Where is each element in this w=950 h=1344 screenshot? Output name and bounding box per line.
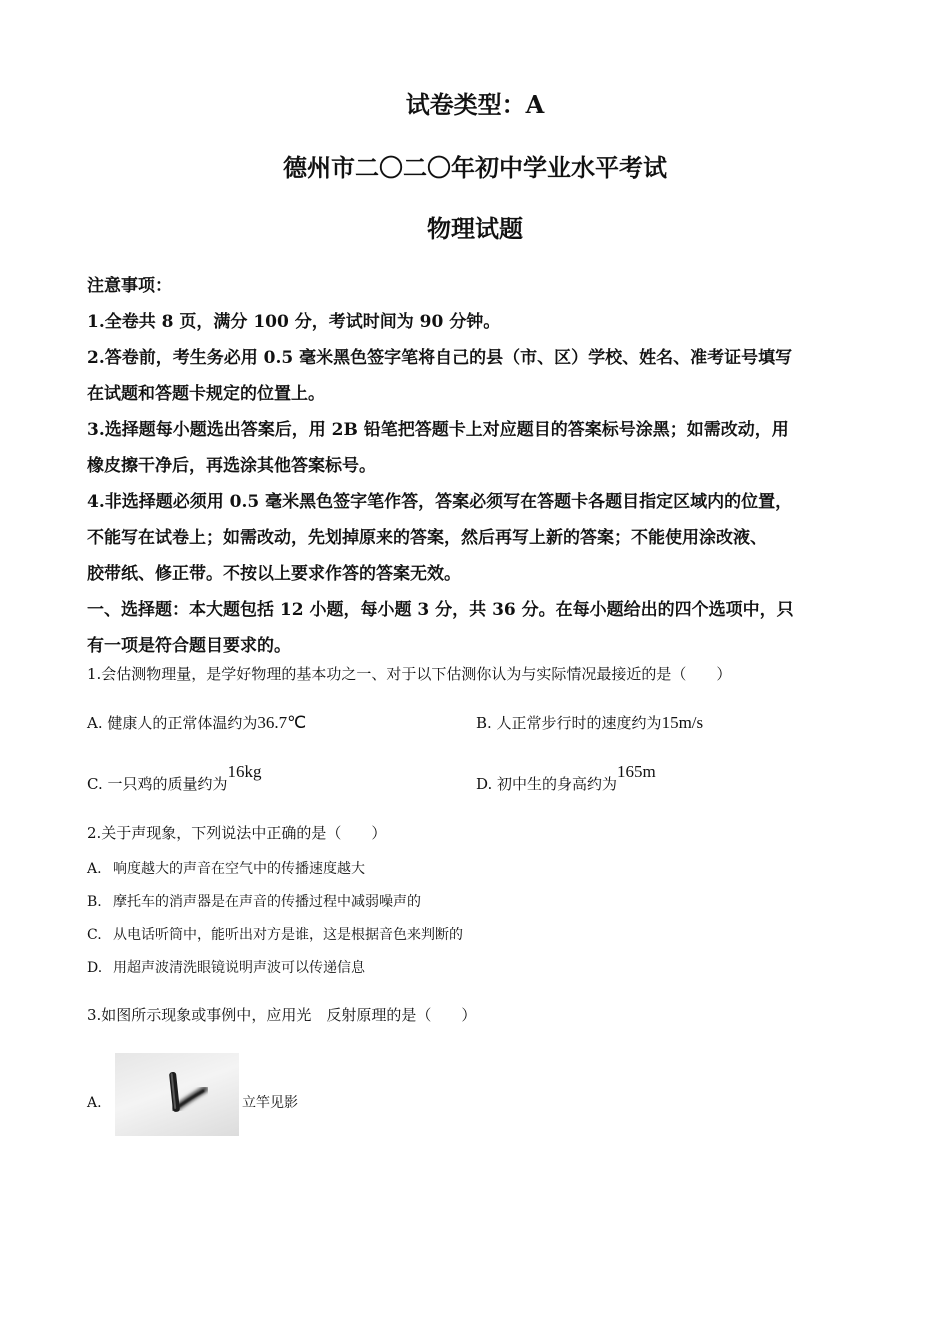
option-text: 响度越大的声音在空气中的传播速度越大 (113, 861, 365, 877)
question-2-option-c (87, 924, 463, 946)
instruction-line: 橡皮擦干净后，再选涂其他答案标号。 (87, 456, 376, 476)
question-1-option-a (87, 712, 306, 734)
instructions (87, 268, 867, 664)
question-1-stem: 1.会估测物理量，是学好物理的基本功之一、对于以下估测你认为与实际情况最接近的是（ ） (87, 665, 732, 683)
question-2-option-a (87, 858, 365, 880)
question-1-option-c (87, 762, 262, 795)
question-3-option-a-letter: A. (87, 1095, 102, 1111)
option-text: 摩托车的消声器是在声音的传播过程中减弱噪声的 (113, 894, 421, 910)
option-text: D. 初中生的身高约为 (476, 775, 618, 793)
option-text: 用超声波清洗眼镜说明声波可以传递信息 (113, 960, 365, 976)
option-letter: A. (87, 861, 102, 877)
instruction-line: 在试题和答题卡规定的位置上。 (87, 384, 325, 404)
option-letter: C. (87, 927, 102, 943)
option-text: B. 人正常步行时的速度约为 (476, 714, 662, 732)
instruction-line: 胶带纸、修正带。不按以上要求作答的答案无效。 (87, 564, 461, 584)
exam-type-label: 试卷类型：A (405, 90, 545, 119)
option-value: 165m (617, 762, 656, 781)
instruction-line: 3.选择题每小题选出答案后，用 2B 铅笔把答题卡上对应题目的答案标号涂黑；如需改动，用 (87, 420, 789, 440)
question-3-stem: 3.如图所示现象或事例中，应用光 反射原理的是（ ） (87, 1006, 477, 1024)
option-value: 15m/s (661, 713, 704, 732)
option-text: A. 健康人的正常体温约为 (87, 714, 258, 732)
subject-title: 物理试题 (427, 214, 523, 243)
question-3-option-a-text: 立竿见影 (242, 1095, 298, 1111)
option-letter: D. (87, 960, 103, 976)
option-value: 16kg (227, 762, 262, 781)
question-2-option-d (87, 957, 365, 979)
instructions-heading: 注意事项： (87, 276, 172, 296)
instruction-line: 2.答卷前，考生务必用 0.5 毫米黑色签字笔将自己的县（市、区）学校、姓名、准考证号填写 (87, 348, 793, 368)
instruction-line: 1.全卷共 8 页，满分 100 分，考试时间为 90 分钟。 (87, 312, 501, 332)
option-text: 从电话听筒中，能听出对方是谁，这是根据音色来判断的 (113, 927, 463, 943)
question-2-stem: 2.关于声现象，下列说法中正确的是（ ） (87, 824, 387, 842)
exam-name: 德州市二〇二〇年初中学业水平考试 (283, 153, 667, 182)
option-letter: B. (87, 894, 102, 910)
question-1-option-d (476, 762, 656, 795)
option-value: 36.7℃ (257, 713, 307, 732)
instruction-line: 4.非选择题必须用 0.5 毫米黑色签字笔作答，答案必须写在答题卡各题目指定区域内的位置， (87, 492, 793, 512)
question-2-option-b (87, 891, 421, 913)
shadow-stick-photo (115, 1053, 239, 1136)
section-heading: 一、选择题：本大题包括 12 小题，每小题 3 分，共 36 分。在每小题给出的四个选项中，只 (87, 600, 794, 620)
stick-shadow-image (115, 1053, 239, 1136)
section-heading: 有一项是符合题目要求的。 (87, 636, 291, 656)
instruction-line: 不能写在试卷上；如需改动，先划掉原来的答案，然后再写上新的答案；不能使用涂改液、 (87, 528, 767, 548)
question-1-option-b (476, 712, 703, 734)
option-text: C. 一只鸡的质量约为 (87, 775, 228, 793)
